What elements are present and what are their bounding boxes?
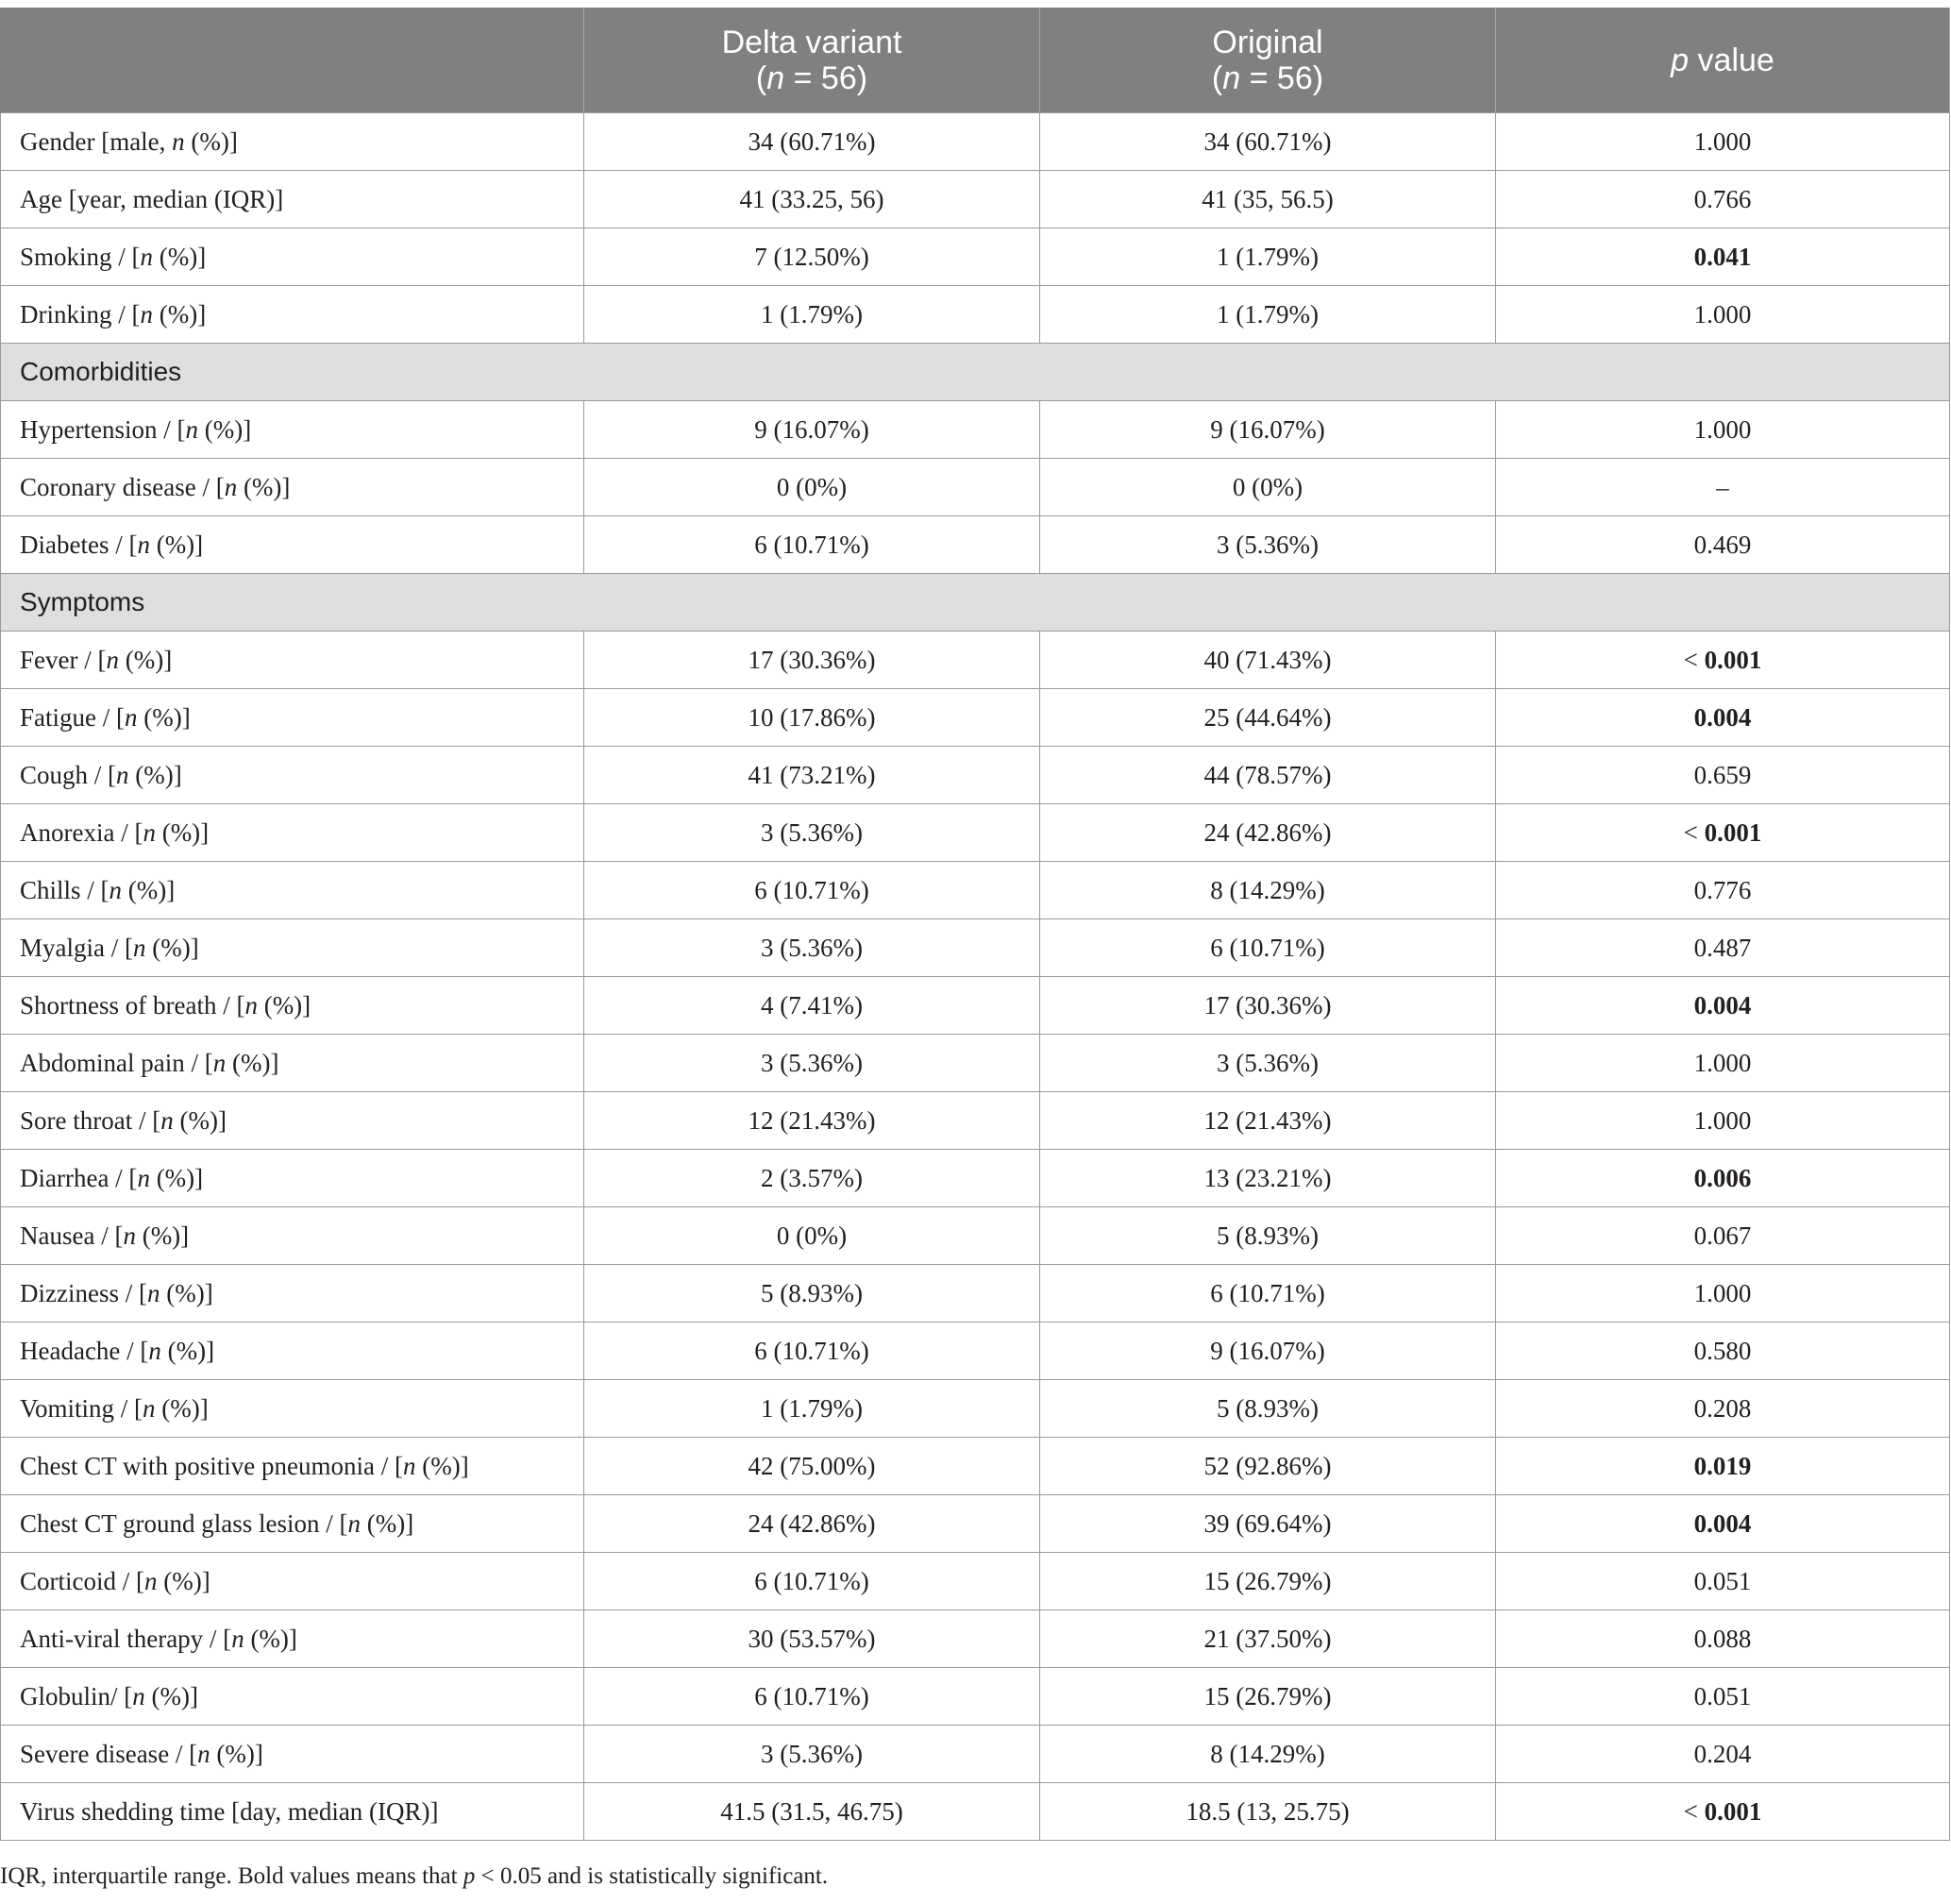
table-row — [1, 1150, 1950, 1207]
row-label — [1, 171, 584, 228]
row-label-n-symbol: n — [137, 1163, 150, 1192]
table-row — [1, 689, 1950, 747]
p-value — [1496, 1380, 1950, 1438]
footnote-p-symbol: p — [463, 1863, 476, 1889]
delta-value: 41 (73.21%) — [584, 747, 1040, 804]
row-label-suffix: (%)] — [160, 1278, 213, 1307]
row-label-text: Severe disease / [ — [20, 1739, 198, 1768]
table-row — [1, 1035, 1950, 1092]
original-value: 1 (1.79%) — [1040, 228, 1496, 286]
header-delta-n: n — [766, 60, 785, 96]
delta-value: 41 (33.25, 56) — [584, 171, 1040, 228]
p-value — [1496, 459, 1950, 516]
row-label — [1, 1553, 584, 1610]
row-label-n-symbol: n — [224, 472, 238, 501]
original-value: 9 (16.07%) — [1040, 1323, 1496, 1380]
original-value: 5 (8.93%) — [1040, 1380, 1496, 1438]
delta-value: 1 (1.79%) — [584, 286, 1040, 344]
original-value: 18.5 (13, 25.75) — [1040, 1783, 1496, 1841]
original-value: 5 (8.93%) — [1040, 1207, 1496, 1265]
p-value — [1496, 1438, 1950, 1495]
row-label-n-symbol: n — [116, 760, 129, 789]
p-value-number: 1.000 — [1693, 414, 1752, 444]
row-label-suffix: (%)] — [118, 645, 173, 674]
delta-value: 9 (16.07%) — [584, 401, 1040, 459]
p-value-number: 0.006 — [1693, 1163, 1752, 1192]
p-value-number: 1.000 — [1693, 1105, 1752, 1135]
header-row — [1, 8, 1950, 113]
original-value: 41 (35, 56.5) — [1040, 171, 1496, 228]
delta-value: 6 (10.71%) — [584, 1323, 1040, 1380]
row-label — [1, 689, 584, 747]
p-value-number: 0.088 — [1693, 1624, 1752, 1653]
delta-value: 0 (0%) — [584, 1207, 1040, 1265]
header-delta-count: = 56) — [784, 60, 868, 96]
row-label — [1, 1323, 584, 1380]
header-original-count: = 56) — [1240, 60, 1324, 96]
p-value — [1496, 286, 1950, 344]
row-label — [1, 113, 584, 171]
original-value: 39 (69.64%) — [1040, 1495, 1496, 1553]
row-label — [1, 862, 584, 919]
row-label-text: Abdominal pain / [ — [20, 1048, 213, 1077]
row-label-n-symbol: n — [197, 1739, 210, 1768]
row-label-text: Coronary disease / [ — [20, 472, 225, 501]
row-label-suffix: (%)] — [415, 1451, 469, 1480]
row-label-n-symbol: n — [132, 1681, 145, 1710]
p-value — [1496, 919, 1950, 977]
delta-value: 6 (10.71%) — [584, 862, 1040, 919]
row-label-text: Myalgia / [ — [20, 933, 133, 962]
p-value-number: 0.051 — [1693, 1681, 1752, 1710]
header-delta-title: Delta variant — [721, 25, 902, 60]
delta-value: 3 (5.36%) — [584, 919, 1040, 977]
p-value-number: 0.204 — [1693, 1739, 1752, 1768]
row-label-text: Fatigue / [ — [20, 702, 125, 732]
table-row — [1, 516, 1950, 574]
row-label-n-symbol: n — [244, 990, 258, 1019]
table-row — [1, 1495, 1950, 1553]
footnote-text: IQR, interquartile range. Bold values means that — [0, 1863, 463, 1889]
row-label-n-symbol: n — [137, 530, 150, 559]
table-row — [1, 1438, 1950, 1495]
p-value — [1496, 401, 1950, 459]
delta-value: 24 (42.86%) — [584, 1495, 1040, 1553]
row-label-n-symbol: n — [124, 702, 138, 732]
row-label-suffix: (%)] — [244, 1624, 297, 1653]
data-table — [0, 8, 1950, 1841]
table-row — [1, 1265, 1950, 1323]
row-label — [1, 286, 584, 344]
p-value — [1496, 862, 1950, 919]
p-value — [1496, 171, 1950, 228]
row-label-suffix: (%)] — [173, 1105, 227, 1135]
row-label — [1, 1207, 584, 1265]
p-value — [1496, 747, 1950, 804]
row-label — [1, 1380, 584, 1438]
footnote-text-end: < 0.05 and is statistically significant. — [475, 1863, 829, 1889]
row-label-n-symbol: n — [106, 645, 119, 674]
row-label-suffix: (%)] — [149, 530, 204, 559]
p-value-number: 0.004 — [1693, 1508, 1752, 1538]
delta-value: 1 (1.79%) — [584, 1380, 1040, 1438]
row-label-n-symbol: n — [123, 1221, 136, 1250]
row-label-suffix: (%)] — [135, 1221, 190, 1250]
header-p-value-column — [1496, 8, 1950, 113]
row-label-n-symbol: n — [143, 817, 156, 847]
p-value-number: 0.001 — [1704, 817, 1762, 847]
p-value-prefix: < — [1683, 1796, 1705, 1826]
p-value-number: 0.041 — [1693, 242, 1752, 271]
p-value — [1496, 1783, 1950, 1841]
original-value: 6 (10.71%) — [1040, 1265, 1496, 1323]
p-value-number: 0.659 — [1693, 760, 1752, 789]
row-label-text: Smoking / [ — [20, 242, 141, 271]
row-label-suffix: (%)] — [226, 1048, 279, 1077]
original-value: 3 (5.36%) — [1040, 516, 1496, 574]
row-label-suffix: (%)] — [122, 875, 176, 904]
row-label-suffix: (%)] — [137, 702, 191, 732]
row-label — [1, 1726, 584, 1783]
p-value — [1496, 1668, 1950, 1726]
header-p-symbol: p — [1671, 42, 1690, 78]
header-original-title: Original — [1212, 25, 1323, 60]
header-delta-column — [584, 8, 1040, 113]
delta-value: 0 (0%) — [584, 459, 1040, 516]
p-value-number: 0.469 — [1693, 530, 1752, 559]
row-label-text: Chest CT with positive pneumonia / [ — [20, 1451, 403, 1480]
row-label-text: Virus shedding time [day, median (IQR)] — [20, 1796, 439, 1826]
p-value — [1496, 1092, 1950, 1150]
row-label-text: Nausea / [ — [20, 1221, 124, 1250]
row-label-n-symbol: n — [109, 875, 123, 904]
row-label-suffix: (%)] — [153, 299, 207, 329]
row-label-suffix: (%)] — [184, 126, 238, 156]
original-value: 17 (30.36%) — [1040, 977, 1496, 1035]
p-value — [1496, 689, 1950, 747]
delta-value: 12 (21.43%) — [584, 1092, 1040, 1150]
p-value — [1496, 1150, 1950, 1207]
row-label-suffix: (%)] — [237, 472, 291, 501]
row-label-text: Chills / [ — [20, 875, 109, 904]
row-label-text: Corticoid / [ — [20, 1566, 144, 1595]
original-value: 21 (37.50%) — [1040, 1610, 1496, 1668]
row-label-text: Globulin/ [ — [20, 1681, 133, 1710]
p-value-number: 0.208 — [1693, 1393, 1752, 1423]
row-label — [1, 516, 584, 574]
row-label-text: Shortness of breath / [ — [20, 990, 245, 1019]
p-value-number: 0.004 — [1693, 702, 1752, 732]
p-value — [1496, 1495, 1950, 1553]
original-value: 6 (10.71%) — [1040, 919, 1496, 977]
delta-value: 2 (3.57%) — [584, 1150, 1040, 1207]
p-value-number: 0.004 — [1693, 990, 1752, 1019]
p-value — [1496, 1207, 1950, 1265]
row-label — [1, 804, 584, 862]
table-footnote — [0, 1863, 828, 1890]
table-row — [1, 1323, 1950, 1380]
row-label-n-symbol: n — [143, 1393, 156, 1423]
original-value: 13 (23.21%) — [1040, 1150, 1496, 1207]
p-value — [1496, 113, 1950, 171]
row-label-n-symbol: n — [402, 1451, 416, 1480]
header-label-column — [1, 8, 584, 113]
original-value: 12 (21.43%) — [1040, 1092, 1496, 1150]
delta-value: 34 (60.71%) — [584, 113, 1040, 171]
delta-value: 41.5 (31.5, 46.75) — [584, 1783, 1040, 1841]
p-value — [1496, 804, 1950, 862]
section-heading: Comorbidities — [1, 344, 1950, 401]
row-label-suffix: (%)] — [153, 242, 207, 271]
row-label-text: Hypertension / [ — [20, 414, 186, 444]
row-label-text: Chest CT ground glass lesion / [ — [20, 1508, 348, 1538]
p-value-number: 0.487 — [1693, 933, 1752, 962]
table-row — [1, 171, 1950, 228]
row-label-n-symbol: n — [148, 1336, 161, 1365]
row-label-n-symbol: n — [143, 1566, 158, 1595]
row-label-n-symbol: n — [132, 933, 146, 962]
header-original-paren: ( — [1211, 60, 1223, 96]
p-value-prefix: < — [1683, 817, 1705, 847]
p-value-prefix: < — [1683, 645, 1705, 674]
original-value: 1 (1.79%) — [1040, 286, 1496, 344]
original-value: 8 (14.29%) — [1040, 862, 1496, 919]
p-value — [1496, 1610, 1950, 1668]
table-row — [1, 1610, 1950, 1668]
row-label-text: Anti-viral therapy / [ — [20, 1624, 232, 1653]
section-row — [1, 574, 1950, 632]
table-row — [1, 459, 1950, 516]
delta-value: 17 (30.36%) — [584, 632, 1040, 689]
table-row — [1, 919, 1950, 977]
table-body — [1, 113, 1950, 1841]
delta-value: 6 (10.71%) — [584, 1668, 1040, 1726]
row-label-suffix: (%)] — [160, 1336, 215, 1365]
p-value-number: 0.776 — [1693, 875, 1752, 904]
row-label-suffix: (%)] — [197, 414, 252, 444]
row-label-text: Gender [male, — [20, 126, 173, 156]
table-row — [1, 286, 1950, 344]
row-label — [1, 747, 584, 804]
table-row — [1, 1783, 1950, 1841]
table-row — [1, 1726, 1950, 1783]
row-label-n-symbol: n — [231, 1624, 244, 1653]
section-heading: Symptoms — [1, 574, 1950, 632]
p-value — [1496, 516, 1950, 574]
original-value: 24 (42.86%) — [1040, 804, 1496, 862]
row-label — [1, 1092, 584, 1150]
p-value — [1496, 632, 1950, 689]
row-label — [1, 1150, 584, 1207]
delta-value: 10 (17.86%) — [584, 689, 1040, 747]
row-label-suffix: (%)] — [128, 760, 182, 789]
header-p-value-text: value — [1689, 42, 1774, 78]
p-value — [1496, 228, 1950, 286]
row-label — [1, 977, 584, 1035]
delta-value: 30 (53.57%) — [584, 1610, 1040, 1668]
row-label-text: Fever / [ — [20, 645, 107, 674]
row-label — [1, 1035, 584, 1092]
row-label-n-symbol: n — [140, 242, 154, 271]
header-original-column — [1040, 8, 1496, 113]
row-label — [1, 1438, 584, 1495]
delta-value: 3 (5.36%) — [584, 804, 1040, 862]
table-row — [1, 401, 1950, 459]
table-row — [1, 747, 1950, 804]
table-row — [1, 1668, 1950, 1726]
original-value: 8 (14.29%) — [1040, 1726, 1496, 1783]
p-value-number: 1.000 — [1693, 1048, 1752, 1077]
original-value: 40 (71.43%) — [1040, 632, 1496, 689]
row-label-text: Dizziness / [ — [20, 1278, 147, 1307]
row-label-text: Vomiting / [ — [20, 1393, 143, 1423]
row-label — [1, 919, 584, 977]
original-value: 25 (44.64%) — [1040, 689, 1496, 747]
delta-value: 3 (5.36%) — [584, 1035, 1040, 1092]
row-label-text: Headache / [ — [20, 1336, 149, 1365]
p-value — [1496, 1553, 1950, 1610]
row-label — [1, 228, 584, 286]
original-value: 44 (78.57%) — [1040, 747, 1496, 804]
table-row — [1, 113, 1950, 171]
delta-value: 3 (5.36%) — [584, 1726, 1040, 1783]
p-value — [1496, 1726, 1950, 1783]
row-label-n-symbol: n — [185, 414, 198, 444]
table-row — [1, 228, 1950, 286]
table-row — [1, 1092, 1950, 1150]
row-label — [1, 401, 584, 459]
row-label-n-symbol: n — [212, 1048, 227, 1077]
row-label-text: Age [year, median (IQR)] — [20, 184, 284, 213]
row-label-suffix: (%)] — [210, 1739, 263, 1768]
row-label-n-symbol: n — [172, 126, 185, 156]
original-value: 0 (0%) — [1040, 459, 1496, 516]
p-value — [1496, 1323, 1950, 1380]
row-label-suffix: (%)] — [361, 1508, 414, 1538]
row-label-text: Sore throat / [ — [20, 1105, 161, 1135]
p-value-number: – — [1716, 472, 1729, 501]
p-value-number: 1.000 — [1693, 299, 1752, 329]
p-value-number: 1.000 — [1693, 1278, 1752, 1307]
row-label-text: Anorexia / [ — [20, 817, 143, 847]
row-label-n-symbol: n — [146, 1278, 160, 1307]
row-label-text: Drinking / [ — [20, 299, 141, 329]
delta-value: 5 (8.93%) — [584, 1265, 1040, 1323]
delta-value: 6 (10.71%) — [584, 1553, 1040, 1610]
row-label-n-symbol: n — [160, 1105, 174, 1135]
p-value — [1496, 1035, 1950, 1092]
row-label — [1, 1495, 584, 1553]
p-value — [1496, 977, 1950, 1035]
row-label-suffix: (%)] — [145, 933, 199, 962]
table-row — [1, 1380, 1950, 1438]
header-original-n: n — [1222, 60, 1241, 96]
p-value-number: 1.000 — [1693, 126, 1752, 156]
p-value-number: 0.019 — [1693, 1451, 1752, 1480]
row-label-suffix: (%)] — [157, 1566, 210, 1595]
row-label — [1, 459, 584, 516]
table-row — [1, 1207, 1950, 1265]
original-value: 9 (16.07%) — [1040, 401, 1496, 459]
row-label-suffix: (%)] — [155, 817, 210, 847]
row-label-text: Diabetes / [ — [20, 530, 138, 559]
header-delta-paren: ( — [755, 60, 767, 96]
delta-value: 4 (7.41%) — [584, 977, 1040, 1035]
delta-value: 7 (12.50%) — [584, 228, 1040, 286]
p-value-number: 0.001 — [1704, 645, 1762, 674]
p-value-number: 0.766 — [1693, 184, 1752, 213]
delta-value: 42 (75.00%) — [584, 1438, 1040, 1495]
table-row — [1, 632, 1950, 689]
row-label — [1, 1265, 584, 1323]
original-value: 3 (5.36%) — [1040, 1035, 1496, 1092]
p-value — [1496, 1265, 1950, 1323]
p-value-number: 0.067 — [1693, 1221, 1752, 1250]
row-label — [1, 1783, 584, 1841]
row-label-suffix: (%)] — [149, 1163, 204, 1192]
row-label-suffix: (%)] — [257, 990, 311, 1019]
row-label-n-symbol: n — [347, 1508, 361, 1538]
row-label-text: Diarrhea / [ — [20, 1163, 138, 1192]
row-label — [1, 1610, 584, 1668]
original-value: 52 (92.86%) — [1040, 1438, 1496, 1495]
p-value-number: 0.001 — [1704, 1796, 1762, 1826]
p-value-number: 0.580 — [1693, 1336, 1752, 1365]
section-row — [1, 344, 1950, 401]
original-value: 34 (60.71%) — [1040, 113, 1496, 171]
row-label-n-symbol: n — [140, 299, 153, 329]
row-label-text: Cough / [ — [20, 760, 117, 789]
delta-value: 6 (10.71%) — [584, 516, 1040, 574]
table-row — [1, 977, 1950, 1035]
table-row — [1, 804, 1950, 862]
original-value: 15 (26.79%) — [1040, 1668, 1496, 1726]
p-value-number: 0.051 — [1693, 1566, 1752, 1595]
table-row — [1, 1553, 1950, 1610]
original-value: 15 (26.79%) — [1040, 1553, 1496, 1610]
table-row — [1, 862, 1950, 919]
row-label — [1, 1668, 584, 1726]
row-label-suffix: (%)] — [144, 1681, 198, 1710]
row-label — [1, 632, 584, 689]
row-label-suffix: (%)] — [155, 1393, 209, 1423]
